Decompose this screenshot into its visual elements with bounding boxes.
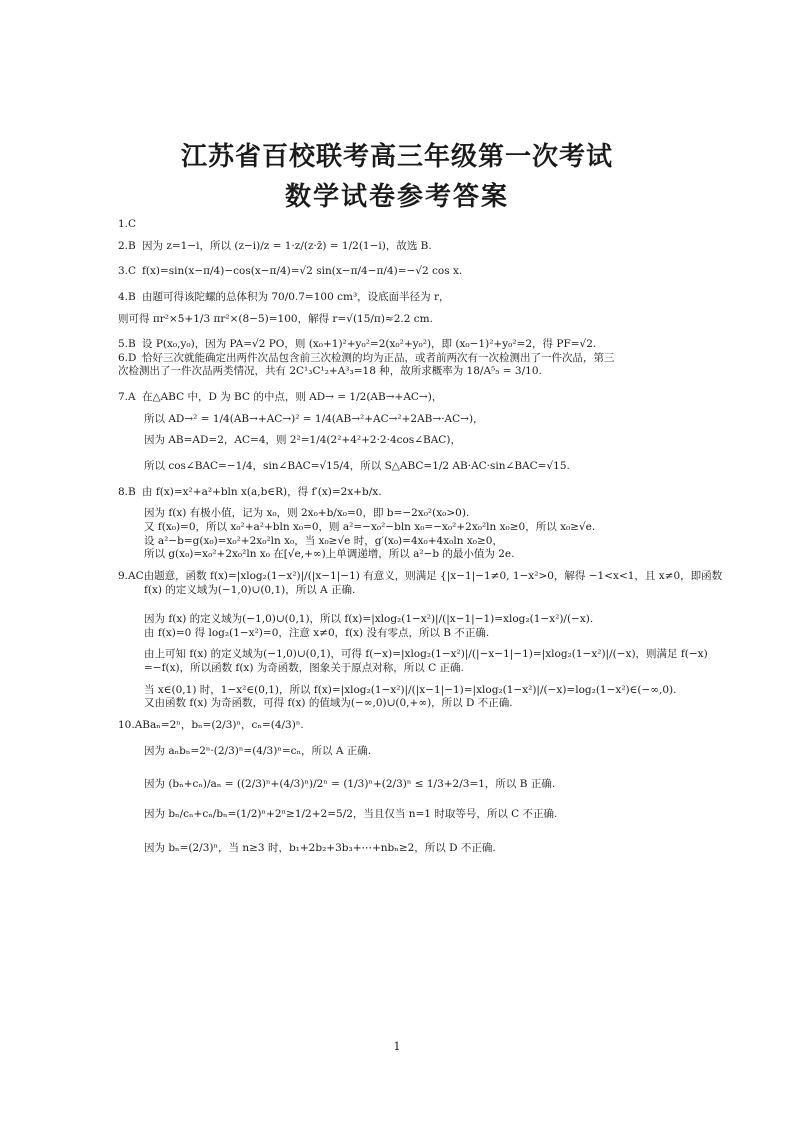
page-number: 1 — [393, 1040, 401, 1053]
answer-5 — [118, 338, 738, 352]
answer-8-line-5: 所以 g(x₀)=x₀²+2x₀²ln x₀ 在[√e,+∞)上单调递增，所以 a²−b 的最小值为 2e. — [144, 548, 515, 561]
answer-number: 2.B — [118, 239, 136, 252]
answer-4 — [118, 291, 738, 305]
answer-9-line-7: 当 x∈(0,1) 时，1−x²∈(0,1)，所以 f(x)=|xlog₂(1−x²)|/(|x−1|−1)=|xlog₂(1−x²)|/(−x)=log₂(1−x²)∈(−∞,0). — [144, 683, 677, 696]
answer-number: 9.AC — [118, 569, 144, 582]
answer-9-line-4: 由 f(x)=0 得 log₂(1−x²)=0，注意 x≠0，f(x) 没有零点，所以 B 不正确. — [144, 626, 490, 639]
answer-7-line-4: 所以 cos∠BAC=−1/4，sin∠BAC=√15/4，所以 S△ABC=1/2 AB·AC·sin∠BAC=√15. — [144, 460, 570, 473]
answer-9 — [118, 570, 738, 584]
answer-number: 5.B — [118, 338, 136, 351]
answer-4-line-2: 则可得 πr²×5+1/3 πr²×(8−5)=100，解得 r=√(15/π)≈2.2 cm. — [118, 312, 433, 325]
answer-8-line-3: 又 f(x₀)=0，所以 x₀²+a²+bln x₀=0，则 a²=−x₀²−bln x₀=−x₀²+2x₀²ln x₀≥0，所以 x₀≥√e. — [144, 520, 596, 533]
answer-8 — [118, 486, 738, 500]
answer-7-line-2: 所以 AD→² = 1/4(AB→+AC→)² = 1/4(AB→²+AC→²+2AB→·AC→)， — [144, 412, 484, 425]
answer-number: 1.C — [118, 218, 137, 230]
answer-9-line-2: f(x) 的定义域为(−1,0)∪(0,1)，所以 A 正确. — [144, 583, 356, 596]
document-subtitle: 数学试卷参考答案 — [284, 182, 509, 212]
answer-10-line-3: 因为 (bₙ+cₙ)/aₙ = ((2/3)ⁿ+(4/3)ⁿ)/2ⁿ = (1/3)ⁿ+(2/3)ⁿ ≤ 1/3+2/3=1，所以 B 正确. — [144, 778, 556, 791]
answer-text: 因为 z=1−i，所以 (z−i)/z = 1·z/(z·z̄) = 1/2(1−i)，故选 B. — [142, 239, 432, 252]
answer-7 — [118, 391, 738, 405]
answer-number: 4.B — [118, 290, 136, 303]
answer-8-line-4: 设 a²−b=g(x₀)=x₀²+2x₀²ln x₀，当 x₀≥√e 时，g′(x₀)=4x₀+4x₀ln x₀≥0， — [144, 534, 503, 547]
answer-2 — [118, 240, 738, 254]
answer-text: 由 f(x)=x²+a²+bln x(a,b∈R)，得 f′(x)=2x+b/x. — [142, 485, 382, 498]
answer-1 — [118, 218, 738, 232]
answer-3 — [118, 265, 738, 279]
answer-number: 7.A — [118, 391, 136, 404]
answer-text: 由题可得该陀螺的总体积为 70/0.7=100 cm³，设底面半径为 r， — [142, 290, 450, 303]
answer-6 — [118, 352, 738, 366]
answer-6-line-2: 次检测出了一件次品两类情况，共有 2C¹₃C¹₂+A³₃=18 种，故所求概率为 18/A⁵₅ = 3/10. — [118, 365, 542, 378]
answer-number: 3.C — [118, 265, 137, 278]
answer-number: 8.B — [118, 485, 136, 498]
answer-9-line-5: 由上可知 f(x) 的定义域为(−1,0)∪(0,1)，可得 f(−x)=|xlog₂(1−x²)|/(|−x−1|−1)=|xlog₂(1−x²)|/(−x)，则满足 f(−x) — [144, 648, 708, 661]
answer-text: 设 P(x₀,y₀)，因为 PA=√2 PO，则 (x₀+1)²+y₀²=2(x₀²+y₀²)，即 (x₀−1)²+y₀²=2，得 PF=√2. — [142, 338, 597, 351]
answer-7-line-3: 因为 AB=AD=2，AC=4，则 2²=1/4(2²+4²+2·2·4cos∠BAC)， — [144, 434, 461, 447]
answer-list — [118, 218, 738, 855]
document-title: 江苏省百校联考高三年级第一次考试 — [180, 142, 613, 172]
answer-text: 在△ABC 中，D 为 BC 的中点，则 AD→ = 1/2(AB→+AC→)， — [142, 391, 443, 404]
answer-10-line-2: 因为 aₙbₙ=2ⁿ·(2/3)ⁿ=(4/3)ⁿ=cₙ，所以 A 正确. — [144, 744, 372, 757]
answer-9-line-3: 因为 f(x) 的定义域为(−1,0)∪(0,1)，所以 f(x)=|xlog₂(1−x²)|/(|x−1|−1)=xlog₂(1−x²)/(−x). — [144, 613, 594, 626]
answer-10-line-5: 因为 bₙ=(2/3)ⁿ，当 n≥3 时，b₁+2b₂+3b₃+⋯+nbₙ≥2，所以 D 不正确. — [144, 841, 496, 854]
answer-text: 由题意，函数 f(x)=|xlog₂(1−x²)|/(|x−1|−1) 有意义，则满足 {|x−1|−1≠0, 1−x²>0，解得 −1<x<1，且 x≠0，即函数 — [143, 569, 723, 582]
answer-10 — [118, 719, 738, 733]
answer-text: 恰好三次就能确定出两件次品包含前三次检测的均为正品，或者前两次有一次检测出了一件次品，第三 — [142, 351, 615, 364]
answer-9-line-6: =−f(x)，所以函数 f(x) 为奇函数，图象关于原点对称，所以 C 正确. — [144, 662, 464, 675]
answer-text: aₙ=2ⁿ，bₙ=(2/3)ⁿ，cₙ=(4/3)ⁿ. — [150, 719, 304, 732]
answer-10-line-4: 因为 bₙ/cₙ+cₙ/bₙ=(1/2)ⁿ+2ⁿ≥1/2+2=5/2，当且仅当 n=1 时取等号，所以 C 不正确. — [144, 807, 558, 820]
answer-8-line-2: 因为 f(x) 有极小值，记为 x₀，则 2x₀+b/x₀=0，即 b=−2x₀²(x₀>0). — [144, 507, 470, 520]
answer-text: f(x)=sin(x−π/4)−cos(x−π/4)=√2 sin(x−π/4−π/4)=−√2 cos x. — [142, 265, 463, 278]
answer-number: 6.D — [118, 351, 137, 364]
answer-9-line-8: 又由函数 f(x) 为奇函数，可得 f(x) 的值域为(−∞,0)∪(0,+∞)，所以 D 不正确. — [144, 697, 513, 710]
answer-number: 10.AB — [118, 719, 150, 732]
